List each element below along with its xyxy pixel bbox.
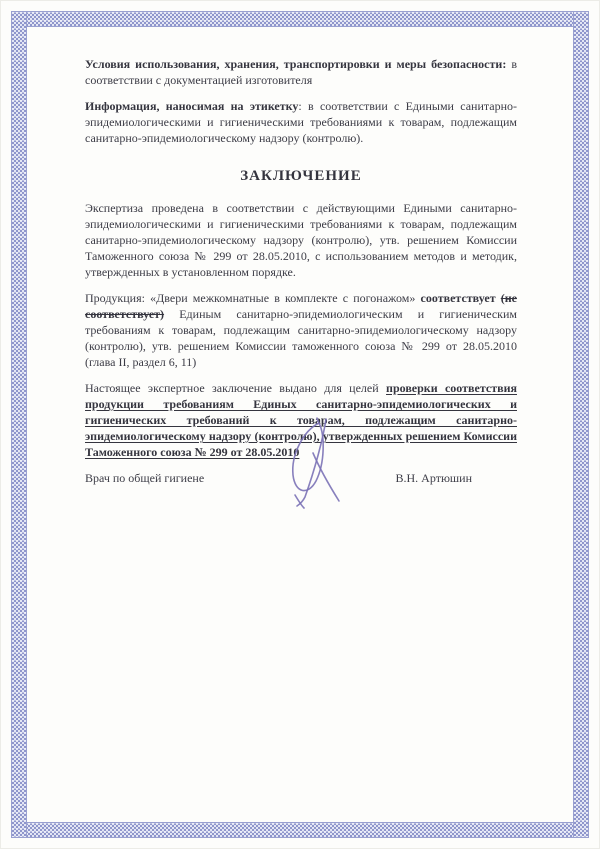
- decorative-border-right: [573, 11, 589, 838]
- signature-name: В.Н. Артюшин: [395, 471, 472, 485]
- signature-graphic: [283, 417, 347, 509]
- text-segment: (не соответствует): [85, 291, 517, 321]
- text-segment: Настоящее экспертное заключение выдано для целей: [85, 381, 387, 395]
- decorative-border-left: [11, 11, 27, 838]
- paragraph-product-conformity: [85, 290, 517, 370]
- signature-role: Врач по общей гигиене: [85, 471, 205, 485]
- text-segment: проверки соответствия продукции требованиям Единых санитарно-эпидемиологических и гигиенических требований к товарам, подлежащим санитарно-эпидемиологическому надзору (контролю), утвержденных решением Комиссии Таможенного союза № 299 от 28.05.2010: [85, 381, 517, 459]
- text-segment: в соответствии с документацией изготовителя: [85, 57, 518, 87]
- paragraph-label-information: [85, 98, 517, 146]
- document-heading: ЗАКЛЮЧЕНИЕ: [240, 168, 362, 184]
- paragraph-expertise-statement: [85, 200, 517, 280]
- decorative-border-top: [11, 11, 589, 27]
- text-segment: Условия использования, хранения, транспортировки и меры безопасности:: [85, 57, 507, 71]
- paragraph-usage-conditions: [85, 56, 517, 88]
- text-segment: Единым санитарно-эпидемиологическим и гигиеническим требованиям к товарам, подлежащим санитарно-эпидемиологическому надзору (контролю), утв. решением Комиссии таможенного союза № 299 от 28.05.2010 (глава II, раздел 6, 11): [85, 307, 517, 369]
- text-segment: Информация, наносимая на этикетку: [85, 99, 299, 113]
- text-segment: соответствует: [420, 291, 501, 305]
- text-segment: Экспертиза проведена в соответствии с действующими Едиными санитарно-эпидемиологическими и гигиеническими требованиями к товарам, подлежащим санитарно-эпидемиологическому надзору (контролю), утв. решением Комиссии Таможенного союза № 299 от 28.05.2010, с использованием методов и методик, утвержденных в установленном порядке.: [85, 201, 517, 279]
- text-segment: : в соответствии с Едиными санитарно-эпидемиологическими и гигиеническими требованиями к товарам, подлежащим санитарно-эпидемиологическому надзору (контролю).: [85, 99, 517, 145]
- decorative-border-bottom: [11, 822, 589, 838]
- text-segment: Продукция: «Двери межкомнатные в комплекте с погонажом»: [85, 291, 421, 305]
